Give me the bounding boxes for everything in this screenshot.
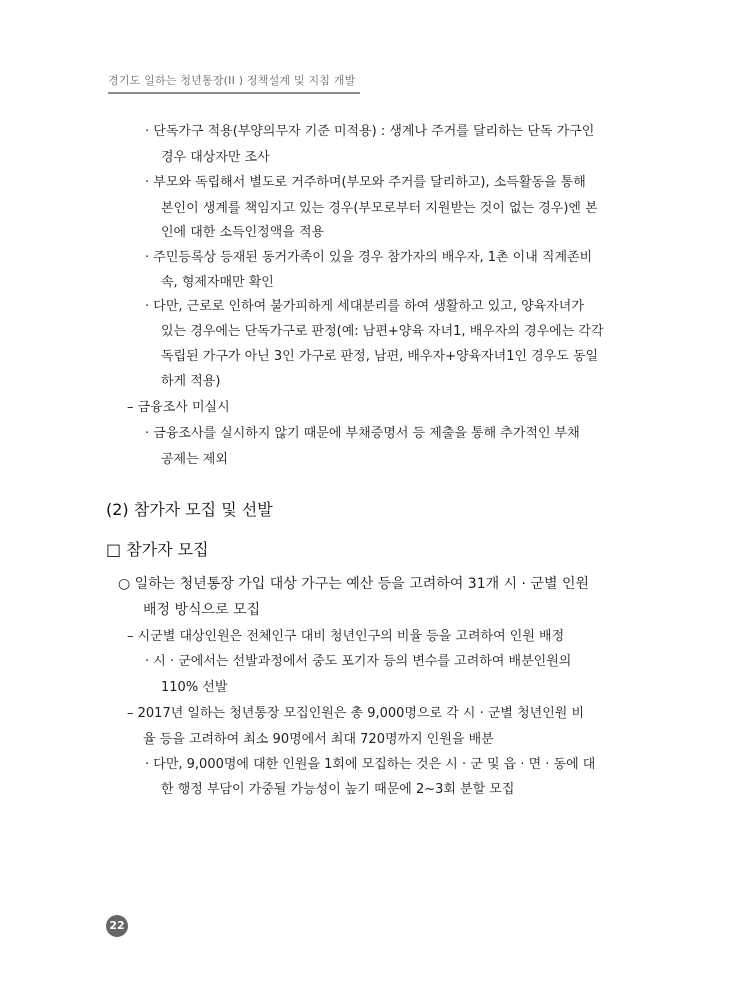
bullet-line: · 단독가구 적용(부양의무자 기준 미적용) : 생계나 주거를 달리하는 단독 가구인 xyxy=(145,124,595,139)
dash-line: – 2017년 일하는 청년통장 모집인원은 총 9,000명으로 각 시 · 군별 청년인원 비 xyxy=(127,706,585,721)
circle-bullet-line: 배정 방식으로 모집 xyxy=(143,602,261,618)
bullet-line: 본인이 생계를 책임지고 있는 경우(부모로부터 지원받는 것이 없는 경우)엔 본 xyxy=(161,201,598,216)
bullet-line: 공제는 제외 xyxy=(161,452,228,467)
circle-bullet-line: ○ 일하는 청년통장 가입 대상 가구는 예산 등을 고려하여 31개 시 · 군별 인원 xyxy=(118,576,590,592)
bullet-line: · 주민등록상 등재된 동거가족이 있을 경우 참가자의 배우자, 1촌 이내 직계존비 xyxy=(145,250,593,265)
bullet-line: 하게 적용) xyxy=(161,374,221,389)
page-number: 22 xyxy=(106,915,128,937)
section-heading: (2) 참가자 모집 및 선발 xyxy=(106,500,273,519)
bullet-line: · 부모와 독립해서 별도로 거주하며(부모와 주거를 달리하고), 소득활동을 통해 xyxy=(145,175,586,190)
bullet-line: 있는 경우에는 단독가구로 판정(예: 남편+양육 자녀1, 배우자의 경우에는 각각 xyxy=(161,324,604,339)
dash-line: – 금융조사 미실시 xyxy=(127,400,230,415)
bullet-line: 속, 형제자매만 확인 xyxy=(161,275,274,290)
bullet-line: 독립된 가구가 아닌 3인 가구로 판정, 남편, 배우자+양육자녀1인 경우도 동일 xyxy=(161,349,599,364)
bullet-line: 110% 선발 xyxy=(161,680,228,695)
bullet-line: 인에 대한 소득인정액을 적용 xyxy=(161,225,325,240)
dash-line: 율 등을 고려하여 최소 90명에서 최대 720명까지 인원을 배분 xyxy=(143,732,494,747)
header-divider xyxy=(108,92,360,94)
running-header: 경기도 일하는 청년통장(II ) 정책설계 및 지침 개발 xyxy=(108,74,356,87)
bullet-line: 한 행정 부담이 가중될 가능성이 높기 때문에 2~3회 분할 모집 xyxy=(161,782,515,797)
bullet-line: · 시 · 군에서는 선발과정에서 중도 포기자 등의 변수를 고려하여 배분인원의 xyxy=(145,654,572,669)
bullet-line: 경우 대상자만 조사 xyxy=(161,150,270,165)
dash-line: – 시군별 대상인원은 전체인구 대비 청년인구의 비율 등을 고려하여 인원 배정 xyxy=(127,629,565,644)
bullet-line: · 다만, 근로로 인하여 불가피하게 세대분리를 하여 생활하고 있고, 양육자녀가 xyxy=(145,299,584,314)
bullet-line: · 금융조사를 실시하지 않기 때문에 부채증명서 등 제출을 통해 추가적인 부채 xyxy=(145,426,580,441)
sub-heading: □ 참가자 모집 xyxy=(106,540,209,559)
bullet-line: · 다만, 9,000명에 대한 인원을 1회에 모집하는 것은 시 · 군 및 읍 · 면 · 동에 대 xyxy=(145,757,596,772)
